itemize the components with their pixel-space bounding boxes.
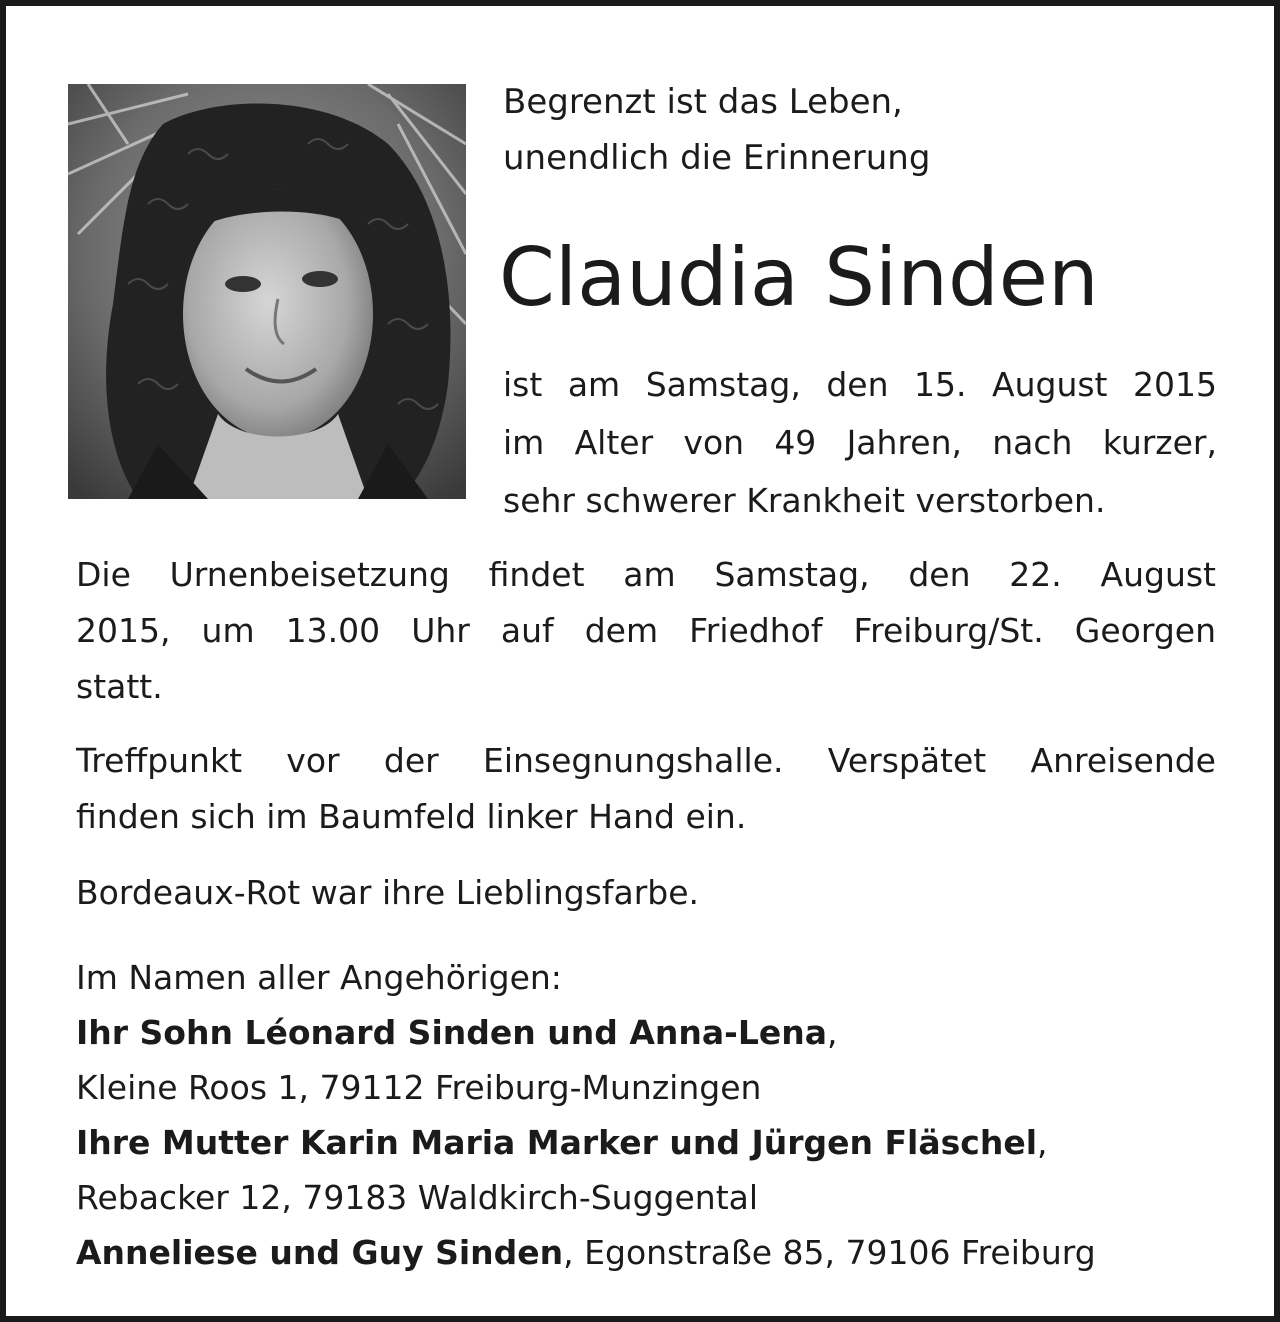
mourner-entry xyxy=(76,1115,1216,1170)
deceased-name: Claudia Sinden xyxy=(499,231,1099,324)
meeting-line: finden sich im Baumfeld linker Hand ein. xyxy=(76,797,747,836)
burial-line: statt. xyxy=(76,667,163,706)
death-notice xyxy=(503,356,1217,530)
motto-line: Begrenzt ist das Leben, xyxy=(503,82,903,122)
mourner-entry xyxy=(76,1005,1216,1060)
mourners-intro: Im Namen aller Angehörigen: xyxy=(76,958,562,997)
mourner-address: , Egonstraße 85, 79106 Freiburg xyxy=(563,1233,1096,1272)
mourner-name: Ihre Mutter Karin Maria Marker und Jürgen Fläschel xyxy=(76,1123,1038,1162)
mourners-list xyxy=(76,950,1216,1280)
mourner-name: Ihr Sohn Léonard Sinden und Anna-Lena xyxy=(76,1013,827,1052)
burial-paragraph xyxy=(76,547,1216,715)
burial-line: Die Urnenbeisetzung findet am Samstag, den 22. August xyxy=(76,555,1216,594)
portrait-photo xyxy=(68,84,466,499)
mourner-name: Anneliese und Guy Sinden xyxy=(76,1233,564,1272)
death-notice-line: ist am Samstag, den 15. August 2015 xyxy=(503,365,1217,404)
motto xyxy=(503,74,930,186)
motto-line: unendlich die Erinnerung xyxy=(503,138,931,178)
meeting-paragraph xyxy=(76,733,1216,845)
mourner-separator: , xyxy=(1037,1123,1048,1162)
mourner-address: Rebacker 12, 79183 Waldkirch-Suggental xyxy=(76,1178,759,1217)
portrait-image xyxy=(68,84,466,499)
mourner-entry xyxy=(76,1225,1216,1280)
color-note: Bordeaux-Rot war ihre Lieblingsfarbe. xyxy=(76,873,700,912)
burial-line: 2015, um 13.00 Uhr auf dem Friedhof Freiburg/St. Georgen xyxy=(76,611,1216,650)
mourner-address: Kleine Roos 1, 79112 Freiburg-Munzingen xyxy=(76,1068,762,1107)
meeting-line: Treffpunkt vor der Einsegnungshalle. Verspätet Anreisende xyxy=(76,741,1216,780)
death-notice-line: sehr schwerer Krankheit verstorben. xyxy=(503,481,1106,520)
death-notice-line: im Alter von 49 Jahren, nach kurzer, xyxy=(503,423,1217,462)
mourner-separator: , xyxy=(827,1013,838,1052)
